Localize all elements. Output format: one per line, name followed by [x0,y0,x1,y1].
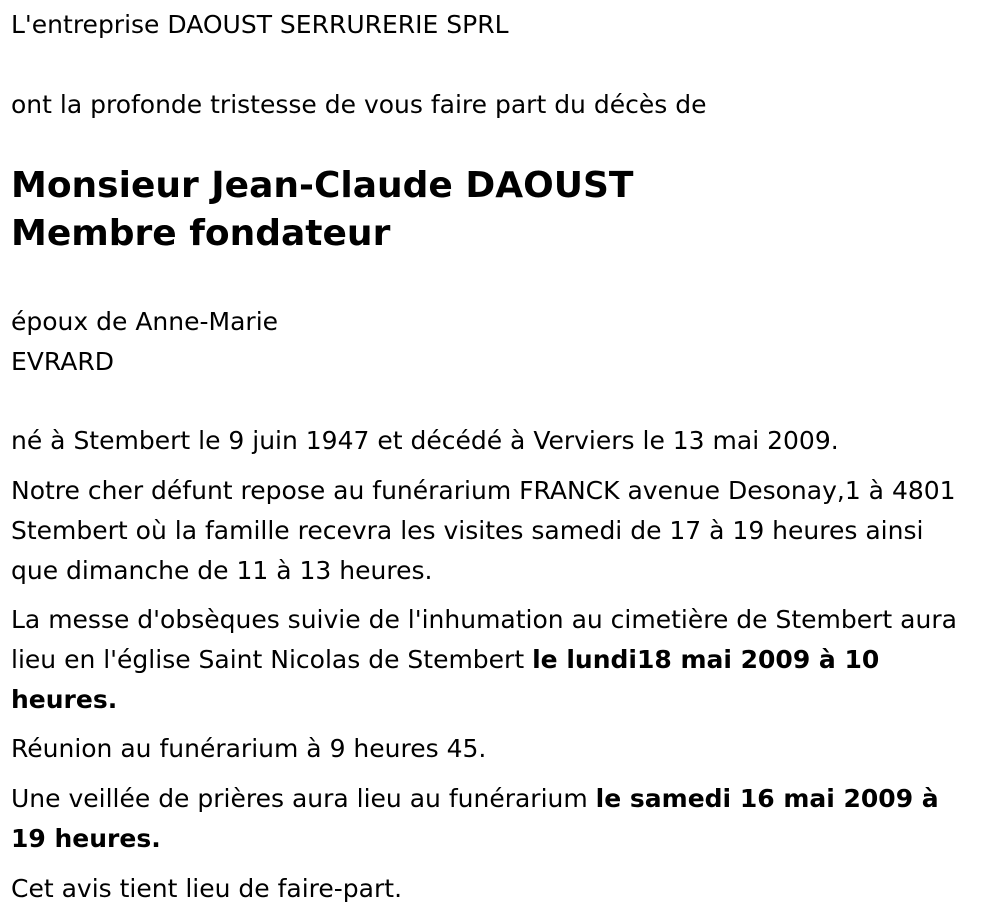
birth-death-line: né à Stembert le 9 juin 1947 et décédé à Verviers le 13 mai 2009. [11,426,839,455]
deceased-role: Membre fondateur [11,213,391,254]
vigil-paragraph [11,779,976,859]
mass-paragraph [11,600,976,720]
deceased-name: Monsieur Jean-Claude DAOUST [11,165,634,206]
mass-date: le lundi18 mai 2009 à 10 heures. [11,645,880,714]
vigil-date: le samedi 16 mai 2009 à 19 heures. [11,784,939,853]
reunion-line: Réunion au funérarium à 9 heures 45. [11,734,487,763]
company-line: L'entreprise DAOUST SERRURERIE SPRL [11,10,509,39]
closing-line: Cet avis tient lieu de faire-part. [11,874,403,903]
spouse-line-2: EVRARD [11,347,114,376]
mass-text: La messe d'obsèques suivie de l'inhumation au cimetière de Stembert aura lieu en l'église Saint Nicolas de Stembert [11,605,957,674]
intro-line: ont la profonde tristesse de vous faire part du décès de [11,90,707,119]
spouse-line-1: époux de Anne-Marie [11,307,279,336]
vigil-text: Une veillée de prières aura lieu au funérarium [11,784,596,813]
repose-paragraph: Notre cher défunt repose au funérarium FRANCK avenue Desonay,1 à 4801 Stembert où la famille recevra les visites samedi de 17 à 19 heures ainsi que dimanche de 11 à 13 heures. [11,476,956,585]
